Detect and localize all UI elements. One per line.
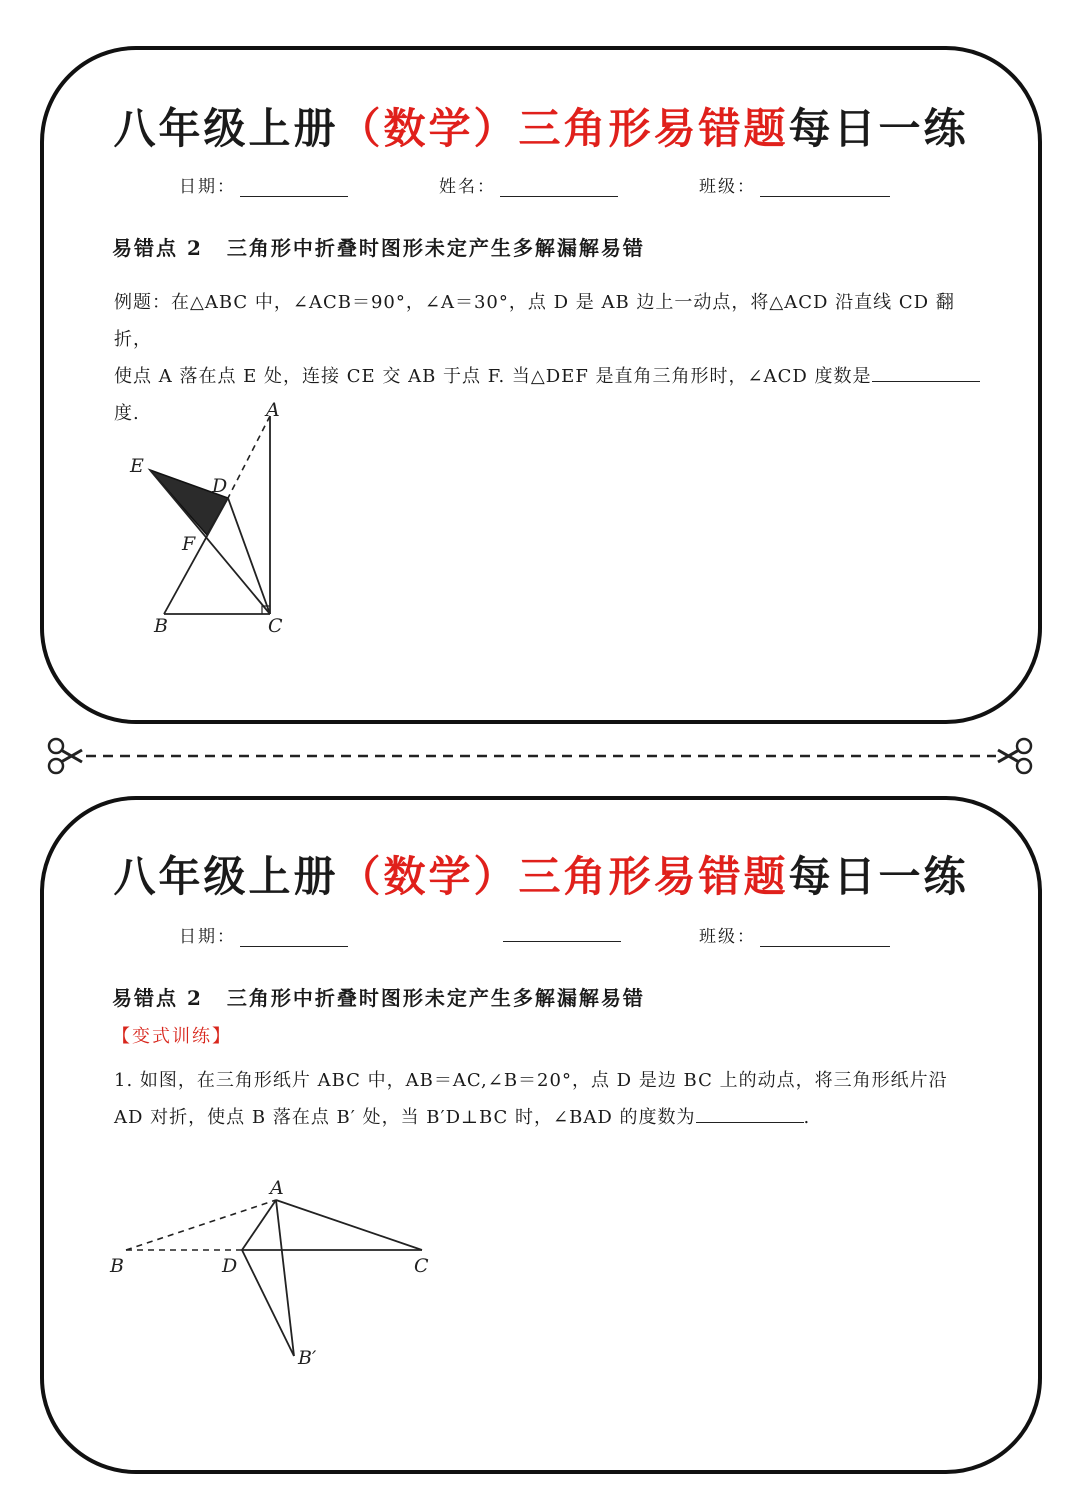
- label-a: A: [270, 1177, 284, 1199]
- label-d: D: [222, 1255, 238, 1277]
- name-field: [499, 922, 621, 942]
- label-d: D: [212, 475, 228, 497]
- problem-line-2: 使点 A 落在点 E 处，连接 CE 交 AB 于点 F. 当△DEF 是直角三角形时，∠ACD 度数是: [114, 358, 980, 395]
- segment-ac: [276, 1200, 422, 1250]
- date-blank[interactable]: [240, 178, 348, 197]
- segment-ad: [242, 1200, 276, 1250]
- info-row: [44, 922, 1038, 952]
- practice-card-1: [40, 46, 1042, 724]
- segment-dc: [228, 498, 270, 614]
- card-title: 八年级上册（数学）三角形易错题每日一练: [113, 104, 969, 153]
- cut-line: [0, 726, 1080, 786]
- fold-figure-1: [122, 400, 322, 644]
- class-field: 班级：: [699, 922, 890, 947]
- problem-line-1: 例题：在△ABC 中，∠ACB＝90°，∠A＝30°，点 D 是 AB 边上一动点，将△ACD 沿直线 CD 翻折，: [114, 292, 955, 350]
- label-c: C: [414, 1255, 429, 1277]
- section-heading: 易错点 2 三角形中折叠时图形未定产生多解漏解易错: [112, 236, 645, 260]
- fold-figure-2: [106, 1174, 446, 1378]
- title-highlight: （数学）三角形易错题: [338, 852, 789, 901]
- date-field: 日期：: [179, 922, 348, 947]
- variant-training-tag: 【变式训练】: [112, 1026, 232, 1047]
- label-b: B: [154, 615, 168, 637]
- class-blank[interactable]: [760, 178, 890, 197]
- label-b-prime: B′: [298, 1347, 317, 1369]
- date-blank[interactable]: [240, 928, 348, 947]
- triangle-diagram: [122, 400, 322, 640]
- triangle-diagram: [106, 1174, 446, 1374]
- class-field: 班级：: [699, 172, 890, 197]
- variant-problem: [114, 1062, 980, 1136]
- title-highlight: （数学）三角形易错题: [338, 104, 789, 153]
- answer-blank[interactable]: [696, 1102, 804, 1123]
- scissors-icon: [49, 739, 82, 773]
- name-blank[interactable]: [500, 178, 618, 197]
- problem-line-1: 1. 如图，在三角形纸片 ABC 中，AB＝AC,∠B＝20°，点 D 是边 BC 上的动点，将三角形纸片沿: [114, 1070, 948, 1091]
- problem-line-3: 度.: [114, 403, 140, 424]
- answer-blank[interactable]: [872, 361, 980, 382]
- label-f: F: [182, 533, 196, 555]
- label-e: E: [130, 455, 144, 477]
- section-heading: 易错点 2 三角形中折叠时图形未定产生多解漏解易错: [112, 986, 645, 1010]
- date-field: 日期：: [179, 172, 348, 197]
- name-blank[interactable]: [503, 923, 621, 942]
- scissors-icon: [998, 739, 1031, 773]
- dashed-segment-ad: [228, 416, 270, 498]
- problem-line-2: AD 对折，使点 B 落在点 B′ 处，当 B′D⊥BC 时，∠BAD 的度数为 .: [114, 1099, 980, 1136]
- card-title: 八年级上册（数学）三角形易错题每日一练: [113, 852, 969, 901]
- name-field: 姓名：: [439, 172, 618, 197]
- label-a: A: [266, 399, 280, 421]
- segment-ab-prime: [276, 1200, 294, 1356]
- dashed-segment-ab: [126, 1200, 276, 1250]
- practice-card-2: [40, 796, 1042, 1474]
- segment-db-prime: [242, 1250, 294, 1356]
- label-c: C: [268, 615, 283, 637]
- info-row: [44, 172, 1038, 202]
- class-blank[interactable]: [760, 928, 890, 947]
- cut-line-row: [0, 726, 1080, 786]
- label-b: B: [110, 1255, 124, 1277]
